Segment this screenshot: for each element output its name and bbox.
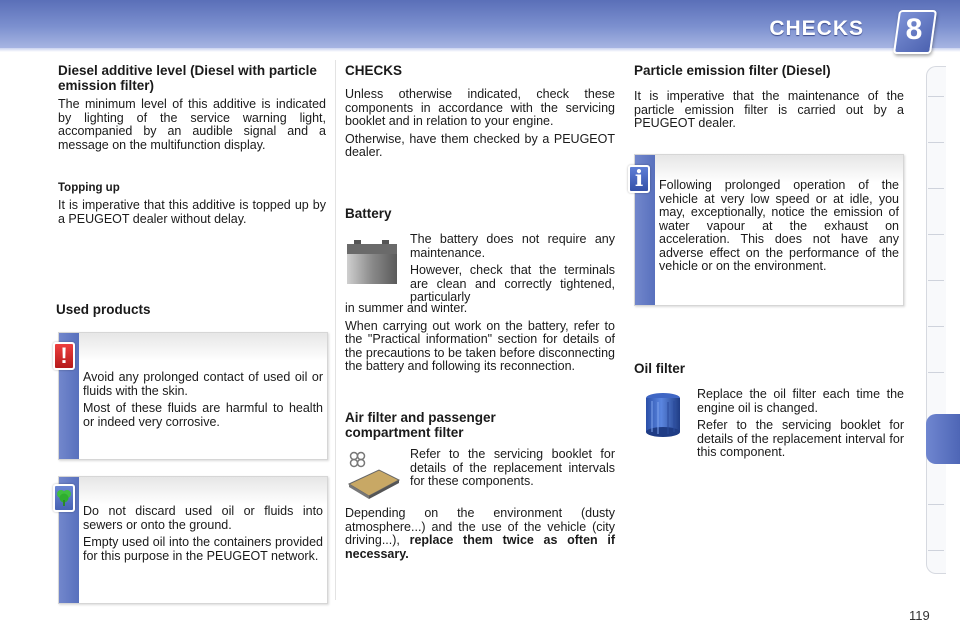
environment-text	[83, 505, 323, 567]
chapter-number: 8	[905, 13, 923, 46]
diesel-additive-heading: Diesel additive level (Diesel with particle emission filter)	[58, 63, 317, 93]
air-filter-icon	[345, 450, 401, 500]
chapter-tab-active[interactable]	[926, 414, 960, 464]
battery-text-top	[410, 233, 615, 305]
air-filter-paragraph-text: Depending on the environment (dusty atmosphere...) and the use of the vehicle (city driving...),	[345, 506, 615, 547]
checks-heading: CHECKS	[345, 63, 403, 78]
air-filter-paragraph	[345, 507, 615, 561]
column-divider	[335, 60, 336, 600]
topping-up-heading: Topping up	[58, 182, 120, 194]
tab-divider	[928, 188, 944, 189]
box-header-fill	[79, 333, 327, 361]
info-box	[634, 154, 904, 306]
tab-divider	[928, 504, 944, 505]
used-products-heading: Used products	[56, 302, 151, 317]
info-text	[659, 179, 899, 278]
diesel-additive-paragraph: The minimum level of this additive is indicated by lighting of the service warning light, accompanied by an audible signal and a message on the multifunction display.	[58, 97, 326, 152]
warning-paragraph: Most of these fluids are harmful to health or indeed very corrosive.	[83, 401, 323, 429]
checks-text	[345, 88, 615, 164]
warning-text	[83, 371, 323, 433]
air-filter-text-bottom	[345, 507, 615, 565]
warning-paragraph: Avoid any prolonged contact of used oil or fluids with the skin.	[83, 370, 323, 398]
battery-heading: Battery	[345, 206, 392, 221]
diesel-additive-text	[58, 98, 326, 156]
tab-divider	[928, 96, 944, 97]
battery-icon	[344, 236, 402, 288]
oil-filter-paragraph: Replace the oil filter each time the engine oil is changed.	[697, 387, 904, 415]
air-filter-emphasis: replace them twice as often if necessary.	[345, 533, 615, 561]
environment-paragraph: Empty used oil into the containers provided for this purpose in the PEUGEOT network.	[83, 535, 323, 563]
tab-divider	[928, 142, 944, 143]
tab-divider	[928, 280, 944, 281]
air-filter-heading: Air filter and passenger compartment filter	[345, 410, 496, 440]
tab-divider	[928, 372, 944, 373]
battery-paragraph: When carrying out work on the battery, refer to the "Practical information" section for details of the precautions to be taken before disconnecting the battery and following its reconnection.	[345, 318, 615, 373]
oil-filter-icon	[643, 392, 683, 438]
battery-paragraph: The battery does not require any maintenance.	[410, 232, 615, 260]
tab-divider	[928, 234, 944, 235]
particle-filter-heading: Particle emission filter (Diesel)	[634, 63, 831, 78]
eco-leaf-icon	[53, 484, 75, 512]
checks-paragraph: Otherwise, have them checked by a PEUGEOT dealer.	[345, 131, 615, 159]
box-header-fill	[79, 477, 327, 505]
particle-filter-text	[634, 90, 904, 135]
air-filter-paragraph: Refer to the servicing booklet for details of the replacement intervals for these components.	[410, 447, 615, 488]
battery-text-bottom	[345, 302, 615, 378]
battery-paragraph: However, check that the terminals are clean and correctly tightened, particularly	[410, 263, 615, 304]
topping-up-text	[58, 199, 326, 230]
info-paragraph: Following prolonged operation of the vehicle at very low speed or at idle, you may, exceptionally, notice the emission of water vapour at the exhaust on acceleration. This does not have any adverse effect on the performance of the vehicle or on the environment.	[659, 178, 899, 273]
warning-icon: !	[53, 342, 75, 370]
tab-divider	[928, 550, 944, 551]
warning-box	[58, 332, 328, 460]
oil-filter-paragraph: Refer to the servicing booklet for details of the replacement interval for this component.	[697, 418, 904, 459]
environment-box	[58, 476, 328, 604]
checks-paragraph: Unless otherwise indicated, check these components in accordance with the servicing booklet and in relation to your engine.	[345, 87, 615, 128]
page-number: 119	[909, 608, 930, 623]
oil-filter-text	[697, 388, 904, 464]
particle-filter-paragraph: It is imperative that the maintenance of the particle emission filter is carried out by a PEUGEOT dealer.	[634, 89, 904, 130]
topping-up-paragraph: It is imperative that this additive is topped up by a PEUGEOT dealer without delay.	[58, 198, 326, 226]
oil-filter-heading: Oil filter	[634, 361, 686, 376]
battery-paragraph: in summer and winter.	[345, 301, 468, 315]
tab-divider	[928, 326, 944, 327]
info-icon: i	[628, 165, 650, 193]
air-filter-text-top	[410, 448, 615, 493]
environment-paragraph: Do not discard used oil or fluids into sewers or onto the ground.	[83, 504, 323, 532]
page-title: CHECKS	[769, 17, 864, 40]
